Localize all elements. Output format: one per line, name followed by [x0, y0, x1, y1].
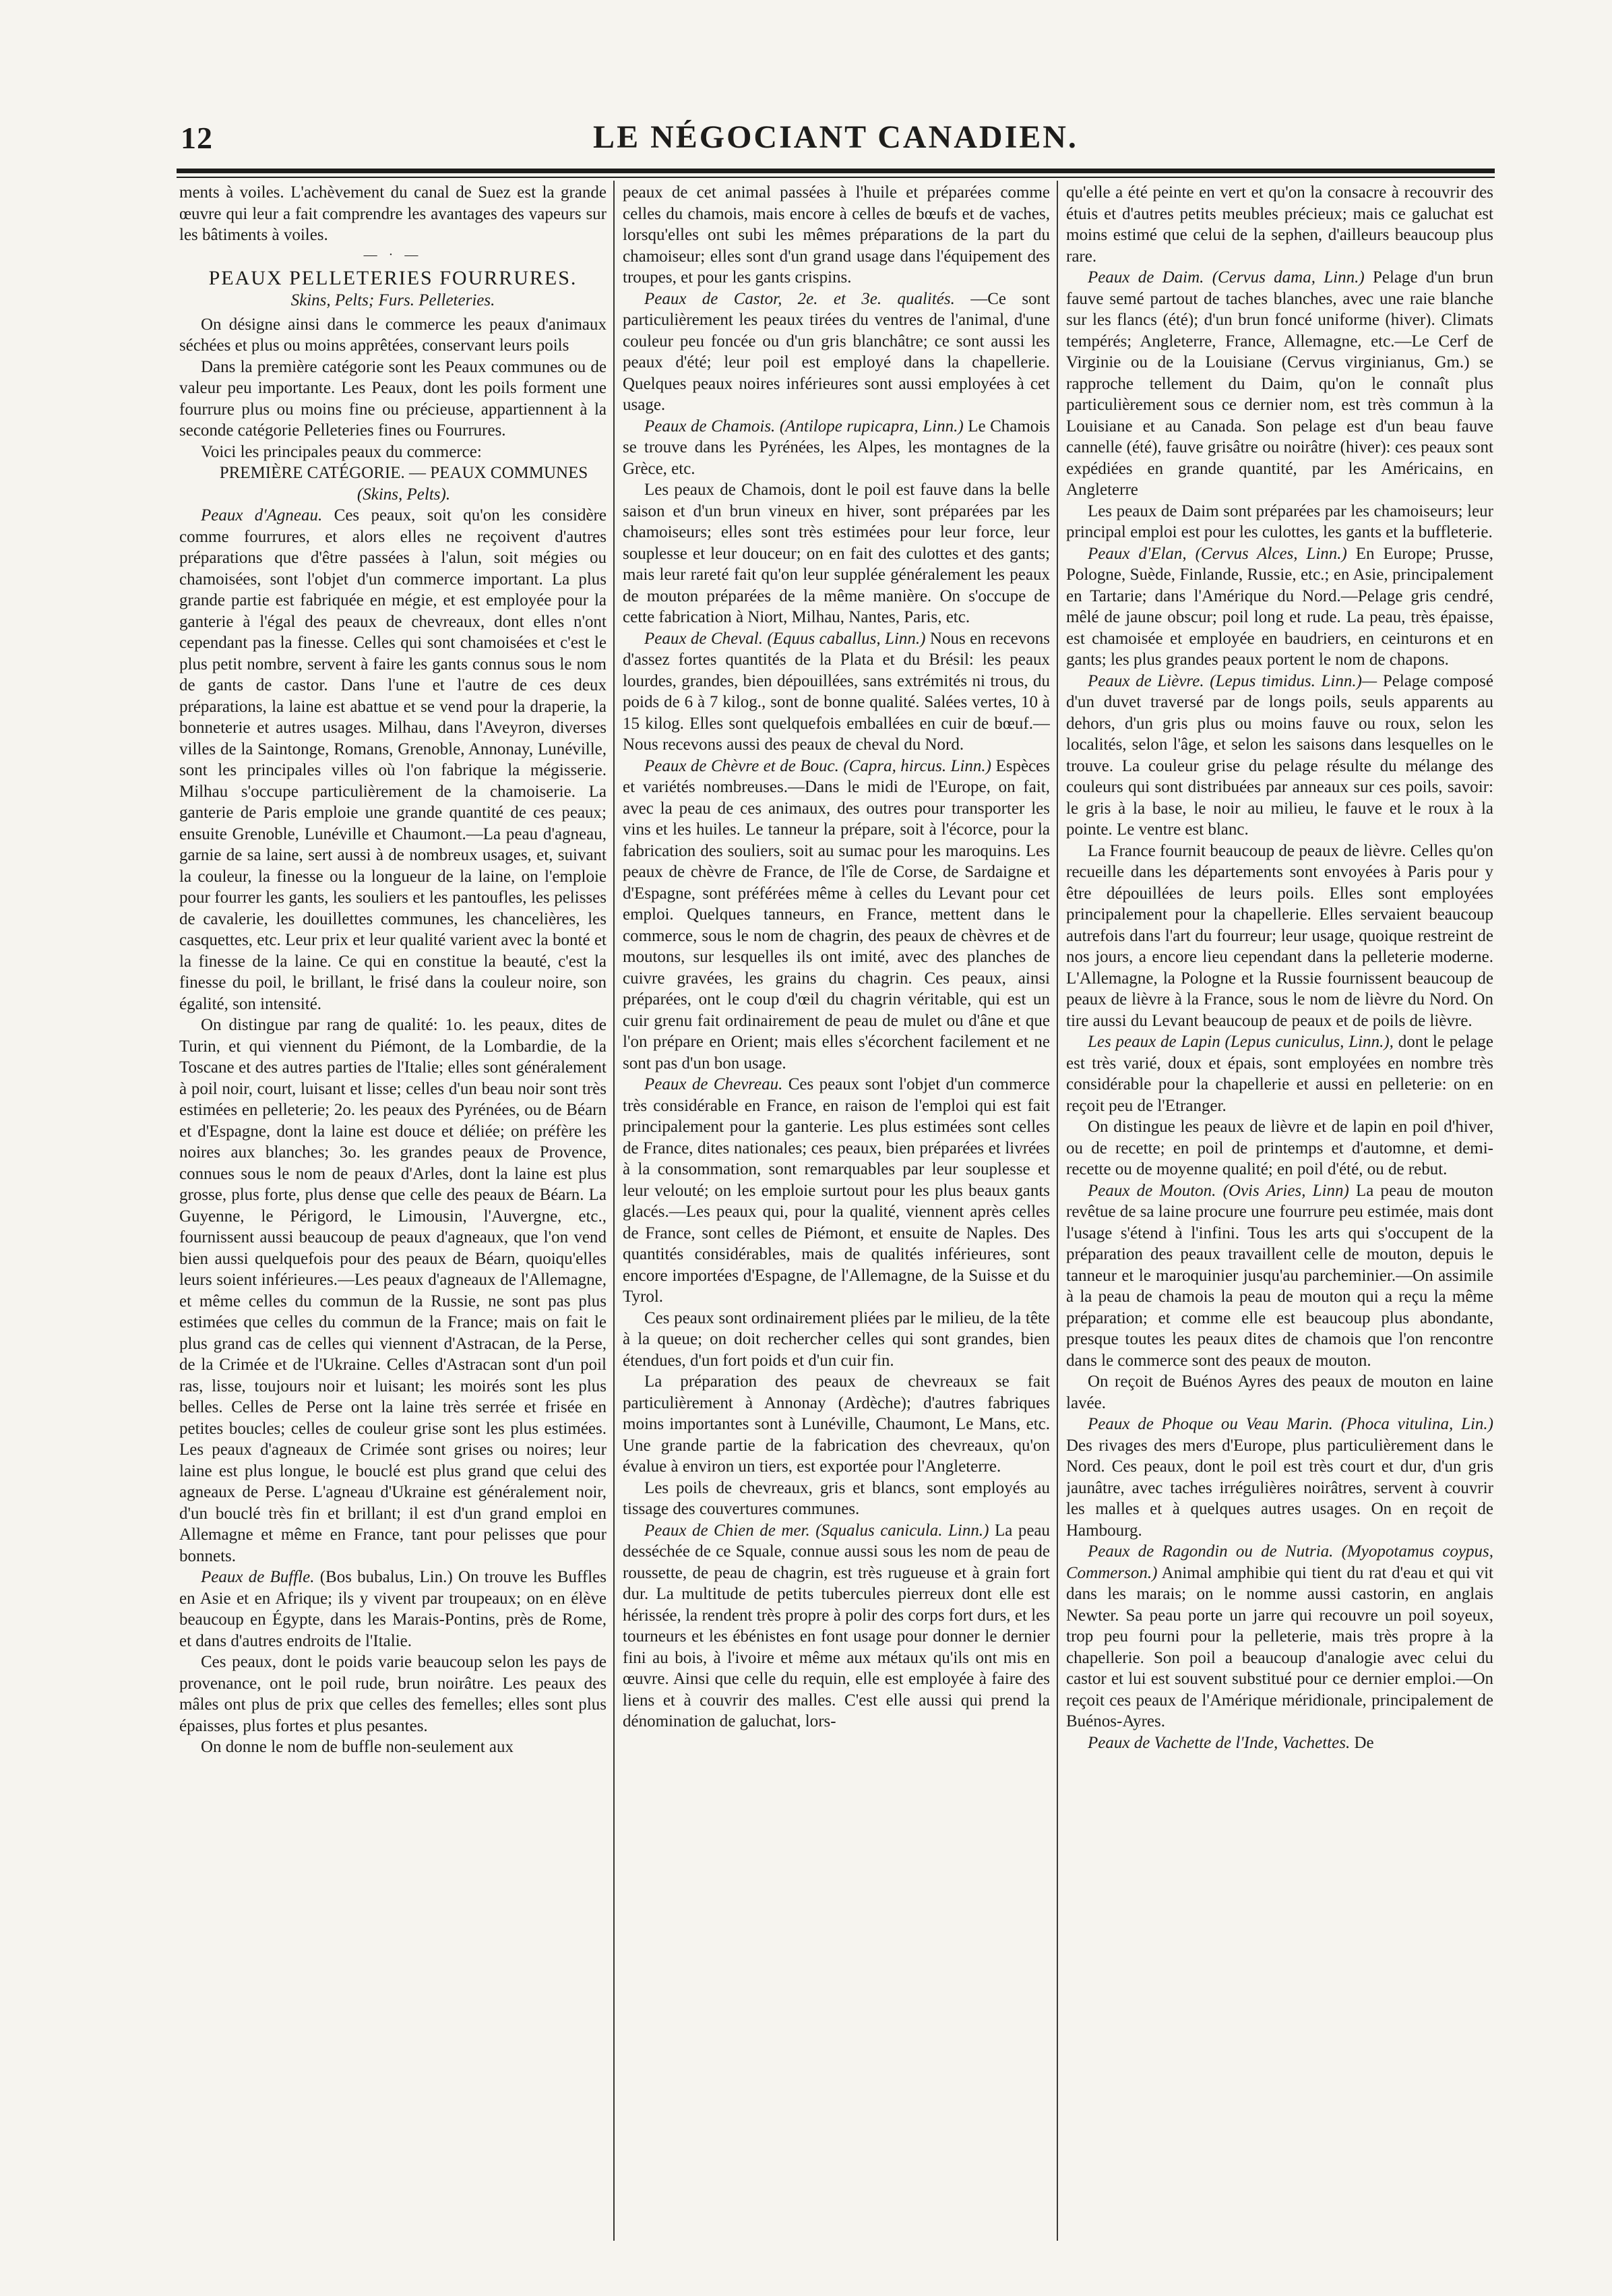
- entry-text: La peau desséchée de ce Squale, connue aussi sous les nom de peau de roussette, de peau de chagrin, est très rugueuse et à grain fort dur. La multitude de petits tubercules pierreux dont elle est hérissée, la rendent très propre à polir des corps fort durs, et les tourneurs et les ébénistes en font usage pour donner le dernier fini au bois, à l'ivoire et même aux métaux qu'ils ont mis en œuvre. Ainsi que celle du requin, elle est employée à faire des liens et à couvrir des malles. C'est elle aussi qui prend la dénomination de galuchat, lors-: [623, 1521, 1050, 1730]
- paragraph: [623, 756, 1050, 1075]
- paragraph: ments à voiles. L'achèvement du canal de Suez est la grande œuvre qui leur a fait comprendre les avantages des vapeurs sur les bâtiments à voiles.: [179, 183, 607, 244]
- paragraph: [623, 1520, 1050, 1732]
- entry-text: Animal amphibie qui tient du rat d'eau et qui vit dans les marais; on le nomme aussi castorin, en anglais Newter. Sa peau porte un jarre qui recouvre un poil soyeux, trop peu fourni pour la pelleterie, mais très propre à la chapellerie. Son poil a beaucoup d'analogie avec celui du castor et lui est souvent substitué pour ce dernier emploi.—On reçoit ces peaux de l'Amérique méridionale, principalement de Buénos-Ayres.: [1066, 1563, 1493, 1730]
- paragraph: [1066, 501, 1493, 543]
- entry-text: dont le pelage est très varié, doux et épais, sont employées en nombre très considérable pour la chapellerie et aussi en pelleterie: on en reçoit peu de l'Etranger.: [1066, 1033, 1493, 1115]
- paragraph: [1066, 1116, 1493, 1180]
- section-subtitle: Skins, Pelts; Furs. Pelleteries.: [290, 291, 495, 309]
- paragraph: [1066, 267, 1493, 501]
- paragraph: [623, 1371, 1050, 1478]
- entry-text: Espèces et variétés nombreuses.—Dans le midi de l'Europe, on fait, avec la peau de ces animaux, des outres pour transporter les vins et les huiles. Le tanneur la prépare, soit à l'écorce, pour la fabrication des souliers, soit au sumac pour les maroquins. Les peaux de chèvre de France, de l'île de Corse, de Sardaigne et d'Espagne, sont préférées même à celles du Levant pour cet emploi. Quelques tanneurs, en France, mettent dans le commerce, sous le nom de chagrin, des peaux de chèvres et de moutons, sur lesquelles ils ont imité, avec des planches de cuivre gravées, les grains du chagrin. Ces peaux, ainsi préparées, ont le coup d'œil du chagrin véritable, qui est un cuir grenu fait ordinairement de peau de mulet ou d'âne et que l'on prépare en Orient; mais elles s'écorchent facilement et ne sont pas d'un bon usage.: [623, 756, 1050, 1073]
- paragraph: [623, 1478, 1050, 1520]
- entry-heading: Peaux de Chèvre et de Bouc. (Capra, hircus. Linn.): [644, 756, 991, 775]
- entry-text: (Bos bubalus, Lin.) On trouve les Buffles en Asie et en Afrique; ils y vivent par troupeaux; on en élève beaucoup en Égypte, dans les Marais-Pontins, près de Rome, et dans d'autres endroits de l'Italie.: [179, 1568, 607, 1650]
- entry-text: La France fournit beaucoup de peaux de lièvre. Celles qu'on recueille dans les départements sont envoyées à Paris pour y être dépouillées de leurs poils. Elles sont employées principalement pour la chapellerie. Elles servaient beaucoup autrefois dans l'art du fourreur; leur usage, quoique restreint de nos jours, a encore lieu cependant dans la pelleterie moderne. L'Allemagne, la Pologne et la Russie fournissent beaucoup de peaux de lièvre à la France, sous le nom de lièvre du Nord. On tire aussi du Levant beaucoup de peaux et de poils de lièvre.: [1066, 841, 1493, 1030]
- paragraph: [1066, 543, 1493, 671]
- category-heading: PREMIÈRE CATÉGORIE. — PEAUX COMMUNES: [219, 464, 588, 482]
- entry-text: Ces peaux, dont le poids varie beaucoup selon les pays de provenance, ont le poil rude, brun noirâtre. Les peaux des mâles ont plus de prix que celles des femelles; elles sont plus épaisses, plus fortes et plus pesantes.: [179, 1653, 607, 1735]
- paragraph: [1066, 1180, 1493, 1372]
- entry-text: Les poils de chevreaux, gris et blancs, sont employés au tissage des couvertures communes.: [623, 1478, 1050, 1518]
- header-rule-thick: [177, 169, 1495, 173]
- paragraph: [623, 416, 1050, 480]
- page-number: 12: [181, 121, 213, 155]
- entry-text: La peau de mouton revêtue de sa laine procure une fourrure peu estimée, mais dont l'usage s'étend à l'infini. Tous les arts qui s'occupent de la préparation des peaux travaillent celle de mouton, depuis le tanneur et le maroquinier jusqu'au parcheminier.—On assimile à la peau de chamois la peau de mouton qui a reçu la même préparation; et comme elle est beaucoup plus abondante, presque toutes les peaux dites de chamois que l'on rencontre dans le commerce sont des peaux de mouton.: [1066, 1181, 1493, 1370]
- entry-heading: Peaux de Chevreau.: [644, 1075, 783, 1093]
- entry-text: Des rivages des mers d'Europe, plus particulièrement dans le Nord. Ces peaux, dont le poil est très court et dur, d'un gris jaunâtre, avec taches irrégulières noirâtres, servent à couvrir les malles et à quelques autres usages. On en reçoit de Hambourg.: [1066, 1436, 1493, 1540]
- paragraph: [623, 1074, 1050, 1308]
- paragraph: On désigne ainsi dans le commerce les peaux d'animaux séchées et plus ou moins apprêtées, conservant leurs poils: [179, 315, 607, 355]
- paragraph: [1066, 841, 1493, 1032]
- entry-heading: Peaux de Daim. (Cervus dama, Linn.): [1088, 268, 1365, 286]
- page-header: [177, 119, 1495, 166]
- entry-text: On donne le nom de buffle non-seulement aux: [201, 1738, 514, 1756]
- paragraph: [179, 1015, 607, 1567]
- entry-heading: Peaux de Castor, 2e. et 3e. qualités.: [644, 289, 955, 308]
- paragraph: [1066, 182, 1493, 267]
- entry-heading: Peaux de Ragondin ou de Nutria. (Myopotamus coypus, Commerson.): [1066, 1542, 1493, 1582]
- entry-text: On distingue par rang de qualité: 1o. les peaux, dites de Turin, et qui viennent du Piémont, de la Lombardie, de la Toscane et des autres parties de l'Italie; elles sont généralement à poil noir, court, luisant et lisse; celles d'un beau noir sont très estimées en pelleterie; 2o. les peaux des Pyrénées, ou de Béarn et d'Espagne, dont la laine est douce et déliée; on préfère les noires aux blanches; 3o. les grandes peaux de Provence, connues sous le nom de peaux d'Arles, dont la laine est plus grosse, plus forte, plus dense que celle des peaux de Béarn. La Guyenne, le Périgord, le Limousin, l'Auvergne, etc., fournissent aussi beaucoup de peaux d'agneaux, que l'on vend bien aussi quelquefois pour des peaux de Béarn, quoiqu'elles leurs soient inférieures.—Les peaux d'agneaux de l'Allemagne, et même celles du commun de la Russie, ne sont pas plus estimées que celles du commun de la France; mais on fait le plus grand cas de celles qui viennent d'Astracan, de la Perse, de la Crimée et de l'Ukraine. Celles d'Astracan sont d'un poil ras, lisse, toujours noir et luisant; les moirés sont les plus belles. Celles de Perse ont la laine très serrée et frisée en petites boucles; celles de couleur grise sont les plus estimées. Les peaux d'agneaux de Crimée sont grises ou noires; leur laine est plus longue, le bouclé est plus grand que celui des agneaux de Perse. L'agneau d'Ukraine est généralement noir, d'un bouclé très fin et brillant; il est d'un grand emploi en Allemagne et même en France, tant pour pelisses que pour bonnets.: [179, 1016, 607, 1565]
- masthead-title: LE NÉGOCIANT CANADIEN.: [593, 119, 1078, 155]
- paragraph: [1066, 1371, 1493, 1414]
- paragraph: [1066, 1732, 1493, 1754]
- entry-heading: Peaux de Buffle.: [201, 1568, 315, 1586]
- column-divider: [1057, 181, 1058, 2241]
- paragraph: [179, 505, 607, 1015]
- paragraph: [1066, 671, 1493, 841]
- entry-text: Les peaux de Daim sont préparées par les chamoiseurs; leur principal emploi est pour les culottes, les gants et la buffleterie.: [1066, 502, 1493, 541]
- entry-heading: Peaux de Lièvre. (Lepus timidus. Linn.)—: [1088, 671, 1377, 690]
- column-divider: [613, 181, 615, 2241]
- article-entries: [623, 182, 1050, 1732]
- header-rule-thin: [177, 177, 1495, 178]
- entry-heading: Peaux d'Elan, (Cervus Alces, Linn.): [1088, 544, 1347, 563]
- entry-text: Pelage composé d'un duvet traversé par de longs poils, seuls apparents au dehors, d'un gris plus ou moins fauve ou roux, selon les localités, selon l'âge, et selon les saisons dans lesquelles on le trouve. La couleur grise du pelage résulte du mélange des couleurs qui sont distribuées par anneaux sur ces poils, savoir: le gris à la base, le noir au milieu, le fauve et le roux à la pointe. Le ventre est blanc.: [1066, 671, 1493, 839]
- paragraph: [179, 1736, 607, 1758]
- entry-heading: Peaux de Mouton. (Ovis Aries, Linn): [1088, 1181, 1349, 1200]
- entry-heading: Peaux de Chamois. (Antilope rupicapra, Linn.): [644, 417, 964, 435]
- paragraph: [179, 1567, 607, 1652]
- paragraph: [1066, 1414, 1493, 1541]
- column-3: [1066, 182, 1493, 2245]
- entry-text: Ces peaux sont l'objet d'un commerce très considérable en France, en raison de l'emploi qui est fait principalement pour la ganterie. Les plus estimées sont celles de France, dites nationales; ces peaux, bien préparées et livrées à la consommation, sont remarquables par leur souplesse et leur velouté; on les emploie surtout pour les plus beaux gants glacés.—Les peaux qui, pour la qualité, viennent après celles de France, sont celles de Piémont, et ensuite de Naples. Des quantités considérables, mais de qualités inférieures, sont encore importées d'Espagne, de l'Allemagne, de la Suisse et du Tyrol.: [623, 1075, 1050, 1306]
- entry-text: Ces peaux sont ordinairement pliées par le milieu, de la tête à la queue; on doit rechercher celles qui sont grandes, bien étendues, d'un fort poids et d'un cuir fin.: [623, 1308, 1050, 1370]
- entry-text: Ces peaux, soit qu'on les considère comme fourrures, et alors elles ne reçoivent d'autres préparations que d'être passées à l'alun, soit mégies ou chamoisées, sont l'objet d'un commerce important. La plus grande partie est fabriquée en mégie, et est employée pour la ganterie à l'égal des peaux de chevreaux, dont elles n'ont cependant pas la finesse. Celles qui sont chamoisées et c'est le plus petit nombre, servent à faire les gants connus sous le nom de gants de castor. Dans l'une et l'autre de ces deux préparations, la laine est abattue et se vend pour la draperie, la bonneterie et autres usages. Milhau, dans l'Aveyron, diverses villes de la Saintonge, Romans, Grenoble, Annonay, Lunéville, sont les principales villes où l'on fabrique la mégisserie. Milhau s'occupe particulièrement de la chamoiserie. La ganterie de Paris emploie une grande quantité de ces peaux; ensuite Grenoble, Lunéville et Chaumont.—La peau d'agneau, garnie de sa laine, sert aussi à de nombreux usages, et, suivant la couleur, la finesse ou la longueur de la laine, on l'emploie pour fourrer les gants, les souliers et les pantoufles, les pelisses de cavalerie, les douillettes communes, les chancelières, les casquettes, etc. Leur prix et leur qualité varient avec la bonté et la finesse de la laine. Ce qui en constitue la beauté, c'est la finesse du poil, le brillant, le frisé dans la couleur noire, son égalité, son intensité.: [179, 506, 607, 1013]
- entry-heading: Peaux de Vachette de l'Inde, Vachettes.: [1088, 1733, 1351, 1752]
- column-1: [179, 182, 607, 2245]
- paragraph: [1066, 1031, 1493, 1116]
- entry-text: Nous en recevons d'assez fortes quantités de la Plata et du Brésil: les peaux lourdes, grandes, bien dépouillées, sans extrémités ni trous, du poids de 6 à 7 kilog., sont de bonne qualité. Salées vertes, 10 à 15 kilog. Elles sont quelquefois emballées en cuir de bœuf.—Nous recevons aussi des peaux de cheval du Nord.: [623, 629, 1050, 754]
- entry-text: Pelage d'un brun fauve semé partout de taches blanches, avec une raie blanche sur les flancs (été); d'un brun foncé uniforme (hiver). Climats tempérés; Angleterre, France, Allemagne, etc.—Le Cerf de Virginie ou de la Louisiane (Cervus virginianus, Gm.) se rapproche tellement du Daim, qu'on le connaît plus particulièrement sous ce dernier nom, est très commun à la Louisiane et au Canada. Son pelage est d'un beau fauve cannelle (été), fauve grisâtre ou noirâtre (hiver): ces peaux sont expédiées en grande quantité, par les Américains, en Angleterre: [1066, 268, 1493, 499]
- entry-text: La préparation des peaux de chevreaux se fait particulièrement à Annonay (Ardèche); d'autres fabriques moins importantes sont à Lunéville, Chaumont, Le Mans, etc. Une grande partie de la fabrication des chevreaux, qu'on évalue à environ un tiers, est exportée pour l'Angleterre.: [623, 1372, 1050, 1476]
- entry-text: —Ce sont particulièrement les peaux tirées du ventres de l'animal, d'une couleur peu foncée ou d'un gris blanchâtre; ce sont aussi les peaux d'été; leur poil est employé dans la chapellerie. Quelques peaux noires inférieures sont aussi employées à cet usage.: [623, 289, 1050, 414]
- article-entries: [179, 505, 607, 1758]
- column-2: [623, 182, 1050, 2245]
- entry-text: qu'elle a été peinte en vert et qu'on la consacre à recouvrir des étuis et d'autres petits meubles précieux; mais ce galuchat est moins estimé que celui de la sephen, d'ailleurs beaucoup plus rare.: [1066, 183, 1493, 266]
- paragraph: Voici les principales peaux du commerce:: [201, 442, 482, 461]
- entry-heading: Peaux d'Agneau.: [201, 506, 323, 524]
- entry-text: Les peaux de Chamois, dont le poil est fauve dans la belle saison et d'un brun vineux en hiver, sont préparées par les chamoiseurs; elles sont très estimées pour leur force, leur souplesse et leur douceur; on en fait des culottes et des gants; mais leur rareté fait qu'on leur supplée généralement les peaux de mouton préparées de la même manière. On s'occupe de cette fabrication à Niort, Milhau, Nantes, Paris, etc.: [623, 481, 1050, 626]
- paragraph: [623, 628, 1050, 756]
- entry-heading: Peaux de Cheval. (Equus caballus, Linn.): [644, 629, 926, 648]
- entry-text: On distingue les peaux de lièvre et de lapin en poil d'hiver, ou de recette; en poil de printemps et d'automne, et demi-recette ou de moyenne qualité; en poil d'été, ou de rebut.: [1066, 1118, 1493, 1178]
- entry-heading: Les peaux de Lapin (Lepus cuniculus, Linn.),: [1088, 1033, 1394, 1051]
- paragraph: [623, 182, 1050, 289]
- entry-heading: Peaux de Chien de mer. (Squalus canicula. Linn.): [644, 1521, 989, 1540]
- article-entries: [1066, 182, 1493, 1753]
- paragraph: [623, 1308, 1050, 1372]
- category-subheading: (Skins, Pelts).: [356, 485, 451, 504]
- paragraph: [1066, 1541, 1493, 1732]
- section-break-ornament: — · —: [363, 247, 423, 262]
- entry-text: peaux de cet animal passées à l'huile et préparées comme celles du chamois, mais encore à celles de bœufs et de vaches, lorsqu'elles ont subi les mêmes préparations de la part du chamoiseur; elles sont d'un grand usage dans l'équipement des troupes, et pour les gants crispins.: [623, 183, 1050, 286]
- paragraph: [179, 1652, 607, 1736]
- section-title: PEAUX PELLETERIES FOURRURES.: [208, 266, 578, 289]
- paragraph: [623, 289, 1050, 416]
- paragraph: [623, 479, 1050, 628]
- entry-text: On reçoit de Buénos Ayres des peaux de mouton en laine lavée.: [1066, 1372, 1493, 1412]
- entry-text: De: [1354, 1733, 1374, 1752]
- paragraph: Dans la première catégorie sont les Peaux communes ou de valeur peu importante. Les Peaux, dont les poils forment une fourrure plus ou moins fine ou précieuse, appartiennent à la seconde catégorie Pelleteries fines ou Fourrures.: [179, 357, 607, 440]
- entry-text: Le Chamois se trouve dans les Pyrénées, les Alpes, les montagnes de la Grèce, etc.: [623, 417, 1050, 478]
- entry-text: En Europe; Prusse, Pologne, Suède, Finlande, Russie, etc.; en Asie, principalement en Tartarie; dans l'Amérique du Nord.—Pelage gris cendré, mêlé de jaune obscur; poil long et rude. La peau, très épaisse, est chamoisée et employée en baudriers, en ceinturons et en gants; les plus grandes peaux portent le nom de chapons.: [1066, 544, 1493, 669]
- entry-heading: Peaux de Phoque ou Veau Marin. (Phoca vitulina, Lin.): [1088, 1415, 1493, 1433]
